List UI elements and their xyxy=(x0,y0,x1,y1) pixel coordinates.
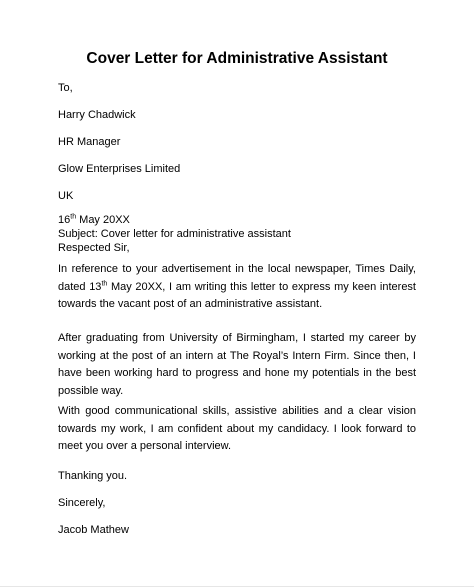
date-day: 16 xyxy=(58,214,71,226)
recipient-position: HR Manager xyxy=(58,136,121,148)
recipient-company: Glow Enterprises Limited xyxy=(58,163,181,175)
body-paragraph-1 xyxy=(58,261,416,314)
paragraph-3-text: With good communicational skills, assistive abilities and a clear vision towards my work, I am confident about my candidacy. I look forward to meet you over a personal interview. xyxy=(58,405,416,452)
recipient-name: Harry Chadwick xyxy=(58,109,136,121)
body-paragraph-2 xyxy=(58,330,416,400)
recipient-country: UK xyxy=(58,190,74,202)
paragraph-1-suffix: th xyxy=(101,279,108,287)
letter-greeting: Respected Sir, xyxy=(58,242,130,254)
document-title: Cover Letter for Administrative Assistant xyxy=(86,50,388,67)
closing-line: Sincerely, xyxy=(58,497,106,509)
date-rest: May 20XX xyxy=(76,214,130,226)
letter-date xyxy=(58,213,130,228)
paragraph-1-part-1: In reference to your advertisement in the local newspaper, Times Daily, dated 13 xyxy=(58,263,416,293)
body-paragraph-3 xyxy=(58,403,416,456)
paragraph-2-text: After graduating from University of Birmingham, I started my career by working at the post of an intern at The Royal’s Intern Firm. Since then, I have been working hard to progress and hone my potentials in the best possible way. xyxy=(58,332,416,397)
salutation-to: To, xyxy=(58,82,73,94)
thanks-line: Thanking you. xyxy=(58,470,128,482)
signature-name: Jacob Mathew xyxy=(58,524,129,536)
date-suffix: th xyxy=(70,213,77,221)
letter-subject: Subject: Cover letter for administrative assistant xyxy=(58,228,291,240)
paragraph-1-part-2: May 20XX, I am writing this letter to express my keen interest towards the vacant post of an administrative assistant. xyxy=(58,280,416,310)
